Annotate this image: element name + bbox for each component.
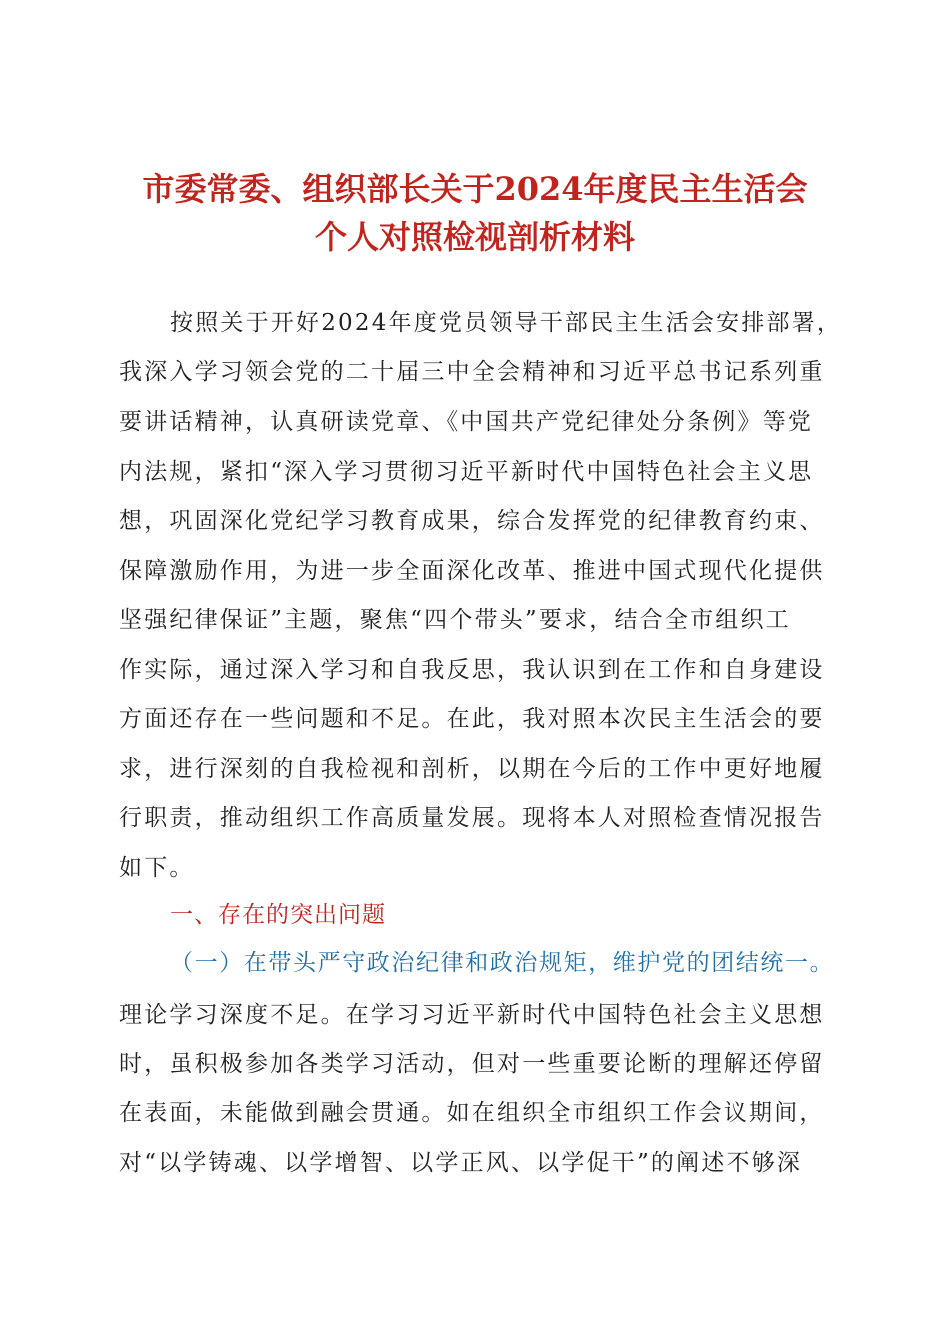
intro-paragraph-line: 内法规，紧扣“深入学习贯彻习近平新时代中国特色社会主义思 xyxy=(119,459,814,485)
intro-paragraph-line: 按照关于开好2024年度党员领导干部民主生活会安排部署， xyxy=(170,310,843,336)
body-paragraph-line: 对“以学铸魂、以学增智、以学正风、以学促干”的阐述不够深 xyxy=(119,1150,803,1176)
intro-paragraph-line: 行职责，推动组织工作高质量发展。现将本人对照检查情况报告 xyxy=(119,805,825,831)
section-heading-1: 一、存在的突出问题 xyxy=(170,902,386,928)
body-paragraph-line: 在表面，未能做到融会贯通。如在组织全市组织工作会议期间， xyxy=(119,1100,825,1126)
document-title-line-2: 个人对照检视剖析材料 xyxy=(314,218,635,256)
intro-paragraph-line: 求，进行深刻的自我检视和剖析，以期在今后的工作中更好地履 xyxy=(119,756,825,782)
document-title-line-1: 市委常委、组织部长关于2024年度民主生活会 xyxy=(142,170,808,208)
subsection-heading-1: （一）在带头严守政治纪律和政治规矩，维护党的团结统一。 xyxy=(170,950,835,976)
intro-paragraph-line: 如下。 xyxy=(119,855,195,881)
intro-paragraph-line: 我深入学习领会党的二十届三中全会精神和习近平总书记系列重 xyxy=(119,359,825,385)
intro-paragraph-line: 作实际，通过深入学习和自我反思，我认识到在工作和自身建设 xyxy=(119,657,825,683)
body-paragraph-line: 理论学习深度不足。在学习习近平新时代中国特色社会主义思想 xyxy=(119,1002,825,1028)
intro-paragraph-line: 保障激励作用，为进一步全面深化改革、推进中国式现代化提供 xyxy=(119,558,825,584)
intro-paragraph-line: 方面还存在一些问题和不足。在此，我对照本次民主生活会的要 xyxy=(119,706,825,732)
intro-paragraph-line: 要讲话精神，认真研读党章、《中国共产党纪律处分条例》等党 xyxy=(119,409,814,435)
intro-paragraph-line: 想，巩固深化党纪学习教育成果，综合发挥党的纪律教育约束、 xyxy=(119,508,825,534)
intro-paragraph-line: 坚强纪律保证”主题，聚焦“四个带头”要求，结合全市组织工 xyxy=(119,607,791,633)
body-paragraph-line: 时，虽积极参加各类学习活动，但对一些重要论断的理解还停留 xyxy=(119,1051,825,1077)
